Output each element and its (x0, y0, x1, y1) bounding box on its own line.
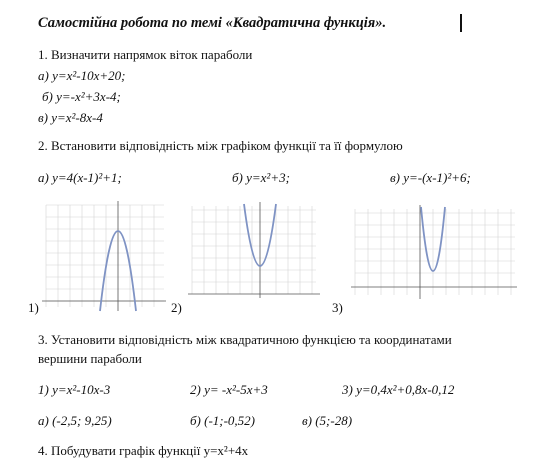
page-title: Самостійна робота по темі «Квадратична функція». (38, 15, 387, 31)
graph-3 (345, 205, 520, 300)
text-cursor (460, 14, 462, 32)
task3-heading-line2: вершини параболи (38, 351, 142, 366)
task1-option-b: б) у=-х²+3х-4; (42, 89, 121, 104)
task2-option-b: б) у=х²+3; (232, 170, 290, 185)
task3-function-3: 3) у=0,4х²+0,8х-0,12 (342, 382, 455, 397)
task1-option-c: в) у=х²-8х-4 (38, 110, 103, 125)
task3-vertex-a: а) (-2,5; 9,25) (38, 413, 112, 428)
graph-1-label: 1) (28, 300, 39, 315)
task3-vertex-b: б) (-1;-0,52) (190, 413, 256, 428)
graph-2 (182, 200, 322, 300)
graph-3-label: 3) (332, 300, 343, 315)
graph-2-label: 2) (171, 300, 182, 315)
task3-function-2: 2) у= -х²-5х+3 (190, 382, 268, 397)
task4-heading: 4. Побудувати графік функції у=х²+4х (38, 443, 249, 458)
task2-option-a: а) у=4(х-1)²+1; (38, 170, 122, 185)
task3-function-1: 1) у=х²-10х-3 (38, 382, 111, 397)
task2-option-c: в) у=-(х-1)²+6; (390, 170, 471, 185)
task3-heading-line1: 3. Установити відповідність між квадратичною функцією та координатами (38, 332, 452, 347)
graph-1 (38, 195, 168, 315)
task1-heading: 1. Визначити напрямок віток параболи (38, 47, 253, 62)
task1-option-a: а) у=х²-10х+20; (38, 68, 126, 83)
task2-heading: 2. Встановити відповідність між графіком функції та її формулою (38, 138, 403, 153)
task3-vertex-c: в) (5;-28) (302, 413, 353, 428)
